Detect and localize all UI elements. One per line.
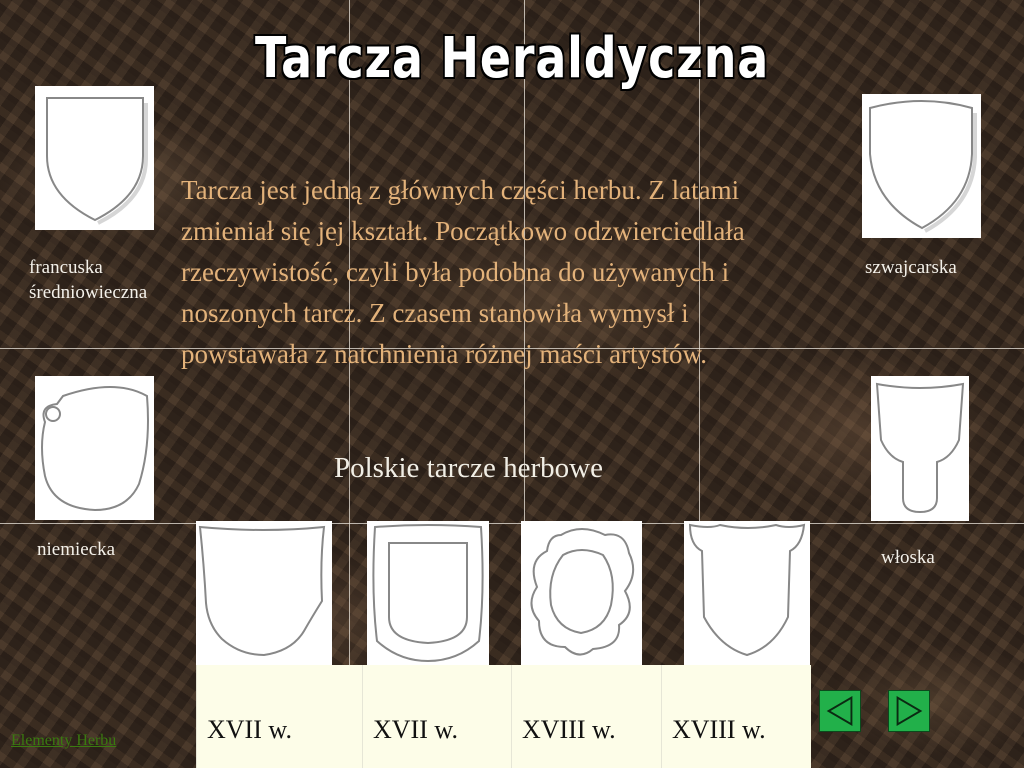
century-cell: XVII w. bbox=[362, 665, 512, 768]
polish-shield-3-image bbox=[521, 521, 642, 665]
shield-label-french: francuska średniowieczna bbox=[29, 257, 148, 303]
shield-label-italian: włoska bbox=[881, 547, 935, 568]
polish-shield-2-image bbox=[367, 521, 489, 665]
shield-italian-image bbox=[871, 376, 969, 521]
triangle-right-icon bbox=[889, 691, 929, 731]
forward-button[interactable] bbox=[888, 690, 930, 732]
century-cell: XVII w. bbox=[196, 665, 362, 768]
polish-shield-4-image bbox=[684, 521, 810, 665]
description-text: Tarcza jest jedną z głównych części herbu. Z latami zmieniał się jej kształt. Początkowo odzwierciedlała rzeczywistość, czyli była podobna do używanych i noszonych tarcz. Z czasem stanowiła wymysł i powstawała z natchnienia różnej maści artystów. bbox=[181, 175, 745, 369]
shield-swiss-image bbox=[862, 94, 981, 238]
century-cell: XVIII w. bbox=[661, 665, 811, 768]
section-subtitle: Polskie tarcze herbowe bbox=[334, 452, 603, 484]
elements-link[interactable]: Elementy Herbu bbox=[11, 732, 117, 749]
shield-label-swiss: szwajcarska bbox=[865, 257, 957, 278]
shield-label-german: niemiecka bbox=[37, 539, 116, 560]
century-cell: XVIII w. bbox=[511, 665, 662, 768]
shield-german-image bbox=[35, 376, 154, 520]
triangle-left-icon bbox=[820, 691, 860, 731]
polish-shield-1-image bbox=[196, 521, 332, 665]
back-button[interactable] bbox=[819, 690, 861, 732]
page-title: Tarcza Heraldyczna bbox=[254, 26, 770, 91]
grid-line bbox=[0, 523, 1024, 524]
shield-french-medieval-image bbox=[35, 86, 154, 230]
